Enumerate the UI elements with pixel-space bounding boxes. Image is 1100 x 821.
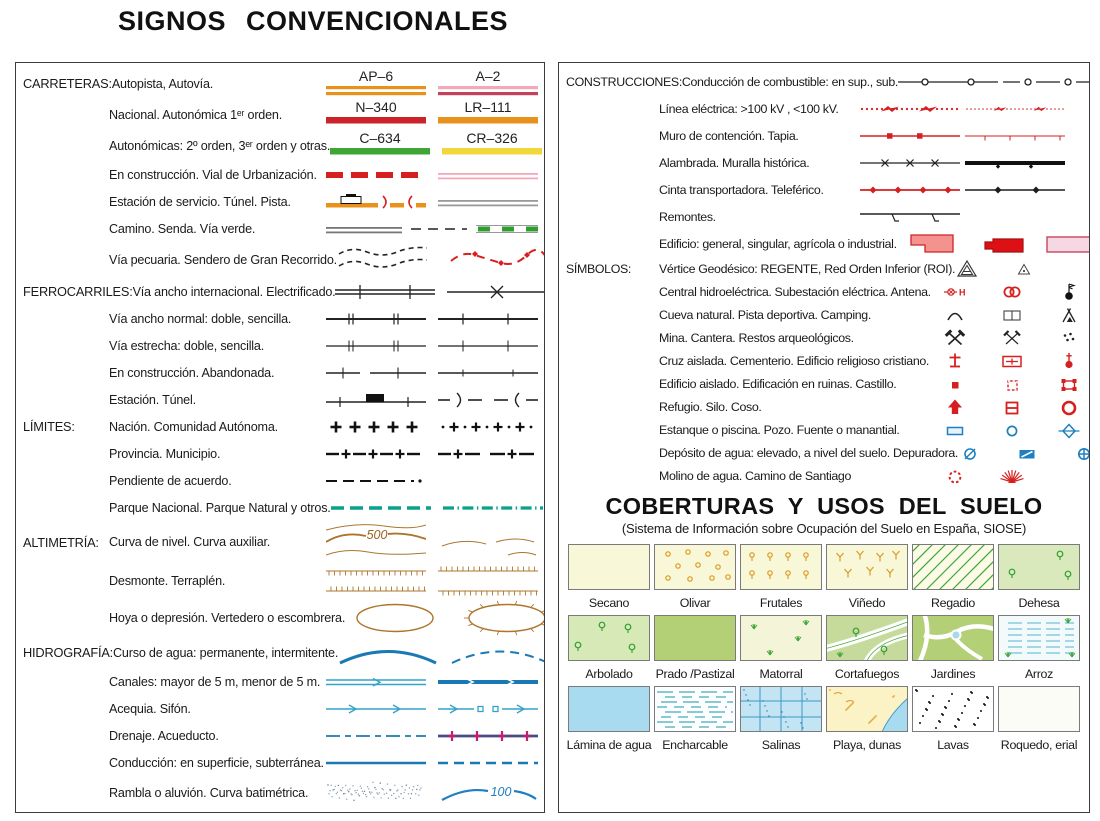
section-label: ALTIMETRÍA:: [23, 534, 99, 550]
bluecurve-symbol: [338, 640, 438, 666]
row-symbols: [860, 209, 1065, 225]
legend-row: [16, 386, 544, 413]
legend-row: [559, 464, 1089, 487]
row-description: Rambla o aluvión. Curva batimétrica.: [109, 786, 309, 800]
landcover-item: [653, 615, 737, 681]
hatch-symbol: [326, 564, 426, 598]
row-description: Estanque o piscina. Pozo. Fuente o manantial.: [659, 422, 900, 437]
vinedo-swatch: [826, 544, 908, 595]
secano-swatch: [568, 544, 650, 595]
cantera-icon: [1000, 327, 1024, 349]
row-description: Cueva natural. Pista deportiva. Camping.: [659, 307, 871, 322]
sifon-symbol: [438, 702, 538, 716]
senda-symbol: [411, 222, 467, 236]
landcover-label: Lavas: [937, 738, 969, 752]
landcover-label: Salinas: [761, 738, 801, 752]
row-description: Vértice Geodésico: REGENTE, Red Orden Inferior (ROI).: [659, 261, 956, 276]
row-symbols: [326, 222, 538, 236]
salinas-swatch: [740, 686, 822, 737]
fuente-icon: [1057, 419, 1081, 441]
row-symbols: [943, 419, 1081, 441]
row-symbols: [326, 194, 538, 210]
railelec-symbol: [447, 282, 545, 302]
wavy2-symbol: [337, 244, 437, 276]
dbl-symbol: [438, 168, 538, 182]
remontes-symbol: [860, 209, 960, 225]
camino-santiago-icon: [1000, 465, 1024, 487]
svg-text:H: H: [959, 287, 966, 297]
row-symbols: [943, 465, 1081, 487]
pozo-icon: [1000, 419, 1024, 441]
deposito-elevado-icon: [958, 442, 982, 464]
roquedo-swatch: [998, 686, 1080, 737]
acueducto-symbol: [438, 729, 538, 743]
olivar-swatch: [654, 544, 736, 595]
legend-row: [16, 521, 544, 563]
landcover-item: [825, 544, 909, 610]
landcover-item: [997, 544, 1081, 610]
landcover-item: [567, 615, 651, 681]
lavas-swatch: [912, 686, 994, 737]
row-description: Mina. Cantera. Restos arqueológicos.: [659, 330, 854, 345]
section-label: HIDROGRAFÍA:: [23, 645, 114, 660]
legend-row: [559, 176, 1089, 203]
roadlbl-symbol: [326, 69, 426, 99]
landcover-label: Olivar: [679, 596, 711, 610]
row-symbols: [335, 282, 545, 302]
row-description: Canales: mayor de 5 m, menor de 5 m.: [109, 674, 321, 689]
diamline-symbol: [965, 183, 1065, 197]
row-symbols: [338, 640, 545, 666]
landcover-label: Viñedo: [848, 596, 886, 610]
roadlbl-symbol: [438, 100, 538, 130]
legend-row: [16, 278, 544, 305]
row-symbols: [345, 599, 545, 637]
railtunel-symbol: [438, 390, 538, 410]
row-symbols: [943, 396, 1081, 418]
deposito-suelo-icon: [1015, 442, 1039, 464]
hatch-symbol: [438, 564, 538, 598]
coberturas-subtitle: (Sistema de Información sobre Ocupación del Suelo en España, SIOSE): [621, 521, 1027, 536]
row-symbols: [860, 183, 1065, 197]
antena-icon: [1057, 281, 1081, 303]
diamline-symbol: [860, 183, 960, 197]
hidroelectrica-icon: [943, 281, 967, 303]
matorral-swatch: [740, 615, 822, 666]
landcover-item: [911, 544, 995, 610]
row-symbols: [943, 304, 1081, 326]
legend-row: [16, 305, 544, 332]
lamina-swatch: [568, 686, 650, 737]
refugio-icon: [943, 396, 967, 418]
row-symbols: [326, 475, 538, 487]
railint-symbol: [335, 282, 435, 302]
row-description: Autopista, Autovía.: [111, 76, 214, 91]
row-description: Conducción de combustible: en sup., sub.: [681, 74, 898, 89]
alambrada-symbol: [860, 156, 960, 170]
left-rows: [16, 63, 544, 810]
row-symbols: [326, 363, 538, 383]
section-label: CARRETERAS:: [23, 76, 112, 91]
row-symbols: [326, 446, 538, 462]
landcover-label: Encharcable: [662, 738, 728, 752]
landcover-label: Arbolado: [585, 667, 633, 681]
row-symbols: [958, 442, 1090, 464]
pendiente-symbol: [326, 475, 426, 487]
legend-row: [16, 130, 544, 161]
rail-symbol: [438, 336, 538, 356]
legend-row: [16, 749, 544, 776]
dashplus2-symbol: [438, 446, 538, 462]
left-panel: [15, 62, 545, 813]
drenaje-symbol: [326, 730, 426, 742]
blank-symbol: [965, 210, 1065, 224]
coso-icon: [1057, 396, 1081, 418]
row-symbols: [326, 69, 538, 99]
arbolado-swatch: [568, 615, 650, 666]
row-description: Vía estrecha: doble, sencilla.: [109, 338, 265, 353]
row-description: Cinta transportadora. Teleférico.: [659, 182, 824, 197]
row-symbols: [330, 131, 542, 161]
land-cover-section: [559, 487, 1089, 752]
section-label: SÍMBOLOS:: [566, 261, 632, 276]
landcover-label: Lámina de agua: [566, 738, 652, 752]
dbl-symbol: [438, 195, 538, 209]
ellipse-symbol: [457, 599, 545, 637]
geo-roi-icon: [1012, 258, 1036, 280]
svg-text:LR–111: LR–111: [464, 99, 512, 115]
row-description: En construcción. Abandonada.: [109, 365, 275, 380]
row-symbols: [326, 780, 538, 806]
row-description: Nación. Comunidad Autónoma.: [109, 419, 278, 434]
legend-row: [559, 230, 1089, 257]
legend-row: [16, 413, 544, 440]
rail-symbol: [438, 309, 538, 329]
landcover-item: [739, 544, 823, 610]
row-symbols: [326, 702, 538, 716]
legend-row: [559, 149, 1089, 176]
circline-symbol: [898, 75, 998, 89]
tapia-symbol: [965, 129, 1065, 143]
legend-row: [16, 68, 544, 99]
railest-symbol: [326, 390, 426, 410]
landcover-item: [997, 615, 1081, 681]
castillo-icon: [1057, 373, 1081, 395]
depuradora-icon: [1072, 442, 1090, 464]
row-description: Cruz aislada. Cementerio. Edificio religioso cristiano.: [659, 353, 929, 368]
landcover-item: [739, 686, 823, 752]
row-description: Edificio aislado. Edificación en ruinas. Castillo.: [659, 376, 897, 391]
legend-row: [559, 122, 1089, 149]
roadlbl-symbol: [330, 131, 430, 161]
empty-slot: [1057, 465, 1081, 487]
legend-row: [559, 68, 1089, 95]
legend-row: [16, 776, 544, 810]
row-symbols: [326, 336, 538, 356]
cortafuegos-swatch: [826, 615, 908, 666]
svg-text:AP–6: AP–6: [358, 68, 394, 84]
legend-row: [559, 303, 1089, 326]
landcover-item: [911, 686, 995, 752]
row-symbols: [860, 102, 1065, 116]
row-symbols: [326, 168, 538, 182]
landcover-item: [653, 686, 737, 752]
mina-icon: [943, 327, 967, 349]
legend-row: [16, 722, 544, 749]
svg-text:CR–326: CR–326: [466, 130, 518, 146]
row-description: Nacional. Autonómica 1ᵉʳ orden.: [109, 107, 283, 122]
row-description: Central hidroeléctrica. Subestación eléctrica. Antena.: [659, 284, 931, 299]
dashplus-symbol: [326, 446, 426, 462]
row-description: Autonómicas: 2º orden, 3ᵉʳ orden y otras.: [109, 138, 331, 153]
subestacion-icon: [1000, 281, 1024, 303]
pista-deportiva-icon: [1000, 304, 1024, 326]
cueva-icon: [943, 304, 967, 326]
legend-row: [559, 395, 1089, 418]
row-symbols: [337, 244, 545, 276]
coberturas-title: COBERTURAS Y USOS DEL SUELO: [605, 493, 1043, 519]
legend-row: [16, 440, 544, 467]
landcover-label: Matorral: [759, 667, 803, 681]
ellipse-symbol: [345, 599, 445, 637]
row-description: Parque Nacional. Parque Natural y otros.: [109, 500, 331, 515]
row-description: Camino. Senda. Vía verde.: [109, 221, 256, 236]
row-symbols: [943, 281, 1081, 303]
landcover-label: Playa, dunas: [832, 738, 902, 752]
row-description: Estación de servicio. Túnel. Pista.: [109, 194, 291, 209]
row-description: Curso de agua: permanente, intermitente.: [113, 645, 339, 660]
page-title: SIGNOS CONVENCIONALES: [118, 6, 509, 36]
acequia-symbol: [326, 702, 426, 716]
canal1-symbol: [438, 673, 538, 691]
row-description: Desmonte. Terraplén.: [109, 574, 226, 588]
landcover-item: [653, 544, 737, 610]
prado-swatch: [654, 615, 736, 666]
row-symbols: [326, 100, 538, 130]
muralla-symbol: [965, 156, 1065, 170]
row-symbols: [326, 309, 538, 329]
row-description: Estación. Túnel.: [109, 392, 196, 407]
dotplusrow-symbol: [438, 419, 538, 435]
landcover-item: [567, 544, 651, 610]
empty-slot: [1069, 258, 1090, 280]
landcover-label: Jardines: [930, 667, 976, 681]
row-symbols: [326, 390, 538, 410]
servicio-symbol: [326, 194, 426, 210]
legend-row: [16, 563, 544, 599]
landcover-item: [911, 615, 995, 681]
row-description: Depósito de agua: elevado, a nivel del suelo. Depuradora.: [659, 445, 958, 460]
row-description: Vía pecuaria. Sendero de Gran Recorrido.: [109, 253, 337, 267]
landcover-item: [825, 686, 909, 752]
parqdashdot-symbol: [443, 502, 543, 514]
railaband-symbol: [438, 363, 538, 383]
row-description: Muro de contención. Tapia.: [659, 128, 799, 143]
row-description: Refugio. Silo. Coso.: [659, 399, 762, 414]
circline-symbol: [1003, 75, 1090, 89]
legend-row: [16, 494, 544, 521]
landcover-label: Secano: [588, 596, 630, 610]
contour-symbol: [326, 522, 426, 562]
row-symbols: [943, 350, 1081, 372]
jardines-swatch: [912, 615, 994, 666]
landcover-item: [997, 686, 1081, 752]
edificios-symbol: [897, 231, 1090, 257]
right-panel: [558, 62, 1090, 813]
legend-row: [16, 242, 544, 278]
row-symbols: [943, 327, 1081, 349]
molino-icon: [943, 465, 967, 487]
row-description: Molino de agua. Camino de Santiago: [659, 468, 851, 483]
rail-symbol: [326, 336, 426, 356]
landcover-item: [567, 686, 651, 752]
dashlinet-symbol: [438, 757, 538, 769]
svg-text:C–634: C–634: [359, 130, 401, 146]
row-symbols: [898, 75, 1090, 89]
legend-row: [16, 188, 544, 215]
legend-row: [16, 695, 544, 722]
landcover-label: Frutales: [759, 596, 803, 610]
legend-row: [559, 349, 1089, 372]
row-symbols: [326, 522, 538, 562]
section-label: LÍMITES:: [23, 419, 75, 434]
landcover-label: Regadio: [930, 596, 976, 610]
right-rows: [559, 63, 1089, 487]
edificio-aislado-icon: [943, 373, 967, 395]
dehesa-swatch: [998, 544, 1080, 595]
legend-row: [559, 280, 1089, 303]
legend-row: [559, 418, 1089, 441]
row-symbols: [897, 231, 1090, 257]
landcover-item: [739, 615, 823, 681]
row-description: Curva de nivel. Curva auxiliar.: [109, 535, 271, 549]
row-description: Remontes.: [659, 209, 716, 224]
viaverde-symbol: [476, 222, 538, 236]
estanque-icon: [943, 419, 967, 441]
row-symbols: [326, 673, 538, 691]
plusrow-symbol: [326, 419, 426, 435]
regadio-swatch: [912, 544, 994, 595]
contour2-symbol: [438, 522, 538, 562]
playa-swatch: [826, 686, 908, 737]
svg-text:N–340: N–340: [355, 99, 397, 115]
legend-row: [16, 332, 544, 359]
row-description: Drenaje. Acueducto.: [109, 728, 219, 743]
legend-row: [559, 203, 1089, 230]
row-description: Hoya o depresión. Vertedero o escombrera.: [109, 611, 346, 625]
landcover-label: Cortafuegos: [834, 667, 900, 681]
legend-row: [559, 95, 1089, 122]
legend-row: [16, 359, 544, 386]
legend-row: [559, 441, 1089, 464]
arroz-swatch: [998, 615, 1080, 666]
row-description: Vía ancho normal: doble, sencilla.: [109, 311, 292, 326]
svg-text:A–2: A–2: [475, 68, 501, 84]
legend-row: [16, 99, 544, 130]
row-symbols: [331, 502, 543, 514]
electric-symbol: [860, 102, 960, 116]
row-symbols: [326, 757, 538, 769]
legend-row: [16, 215, 544, 242]
legend-row: [559, 326, 1089, 349]
row-symbols: [860, 156, 1065, 170]
row-description: Edificio: general, singular, agrícola o industrial.: [659, 236, 897, 251]
row-description: En construcción. Vial de Urbanización.: [109, 167, 317, 182]
row-description: Línea eléctrica: >100 kV , <100 kV.: [659, 101, 839, 116]
landcover-label: Dehesa: [1018, 596, 1060, 610]
land-cover-grid: [567, 544, 1081, 752]
row-symbols: [326, 419, 538, 435]
row-symbols: [326, 729, 538, 743]
legend-row: [559, 257, 1089, 280]
row-symbols: [860, 129, 1065, 143]
landcover-label: Prado /Pastizal: [655, 667, 735, 681]
railconstr-symbol: [326, 363, 426, 383]
wavyred-symbol: [449, 245, 545, 275]
frutales-swatch: [740, 544, 822, 595]
roadlbl-symbol: [326, 100, 426, 130]
solidline-symbol: [326, 757, 426, 769]
cruz-icon: [943, 350, 967, 372]
roadlbl-symbol: [438, 69, 538, 99]
muro-symbol: [860, 129, 960, 143]
batim-symbol: [438, 780, 538, 806]
row-description: Conducción: en superficie, subterránea.: [109, 755, 324, 770]
edificio-religioso-icon: [1057, 350, 1081, 372]
bluecurve-symbol: [450, 640, 545, 666]
row-description: Alambrada. Muralla histórica.: [659, 155, 810, 170]
cementerio-icon: [1000, 350, 1024, 372]
canal2-symbol: [326, 673, 426, 691]
legend-row: [559, 372, 1089, 395]
camping-icon: [1057, 304, 1081, 326]
roadlbl-symbol: [442, 131, 542, 161]
ruinas-icon: [1000, 373, 1024, 395]
dashbar-symbol: [326, 168, 426, 182]
rail-symbol: [326, 309, 426, 329]
legend-row: [16, 637, 544, 668]
encharcable-swatch: [654, 686, 736, 737]
row-description: Provincia. Municipio.: [109, 446, 221, 461]
legend-row: [16, 161, 544, 188]
svg-text:100: 100: [490, 785, 512, 799]
row-symbols: [955, 258, 1090, 280]
legend-row: [16, 668, 544, 695]
section-label: FERROCARRILES:: [23, 284, 133, 299]
landcover-label: Arroz: [1024, 667, 1054, 681]
electric-symbol: [965, 102, 1065, 116]
row-description: Vía ancho internacional. Electrificado.: [132, 284, 336, 299]
rambla-symbol: [326, 780, 426, 806]
row-symbols: [943, 373, 1081, 395]
row-symbols: [326, 564, 538, 598]
section-label: CONSTRUCCIONES:: [566, 74, 682, 89]
legend-row: [16, 599, 544, 637]
restos-arqueologicos-icon: [1057, 327, 1081, 349]
row-description: Acequia. Sifón.: [109, 701, 191, 716]
landcover-label: Roquedo, erial: [1000, 738, 1078, 752]
parqdash-symbol: [331, 502, 431, 514]
silo-icon: [1000, 396, 1024, 418]
svg-text:500: 500: [366, 528, 388, 542]
dbl-symbol: [326, 222, 402, 236]
geo-regente-icon: [955, 258, 979, 280]
landcover-item: [825, 615, 909, 681]
legend-row: [16, 467, 544, 494]
row-description: Pendiente de acuerdo.: [109, 473, 232, 488]
